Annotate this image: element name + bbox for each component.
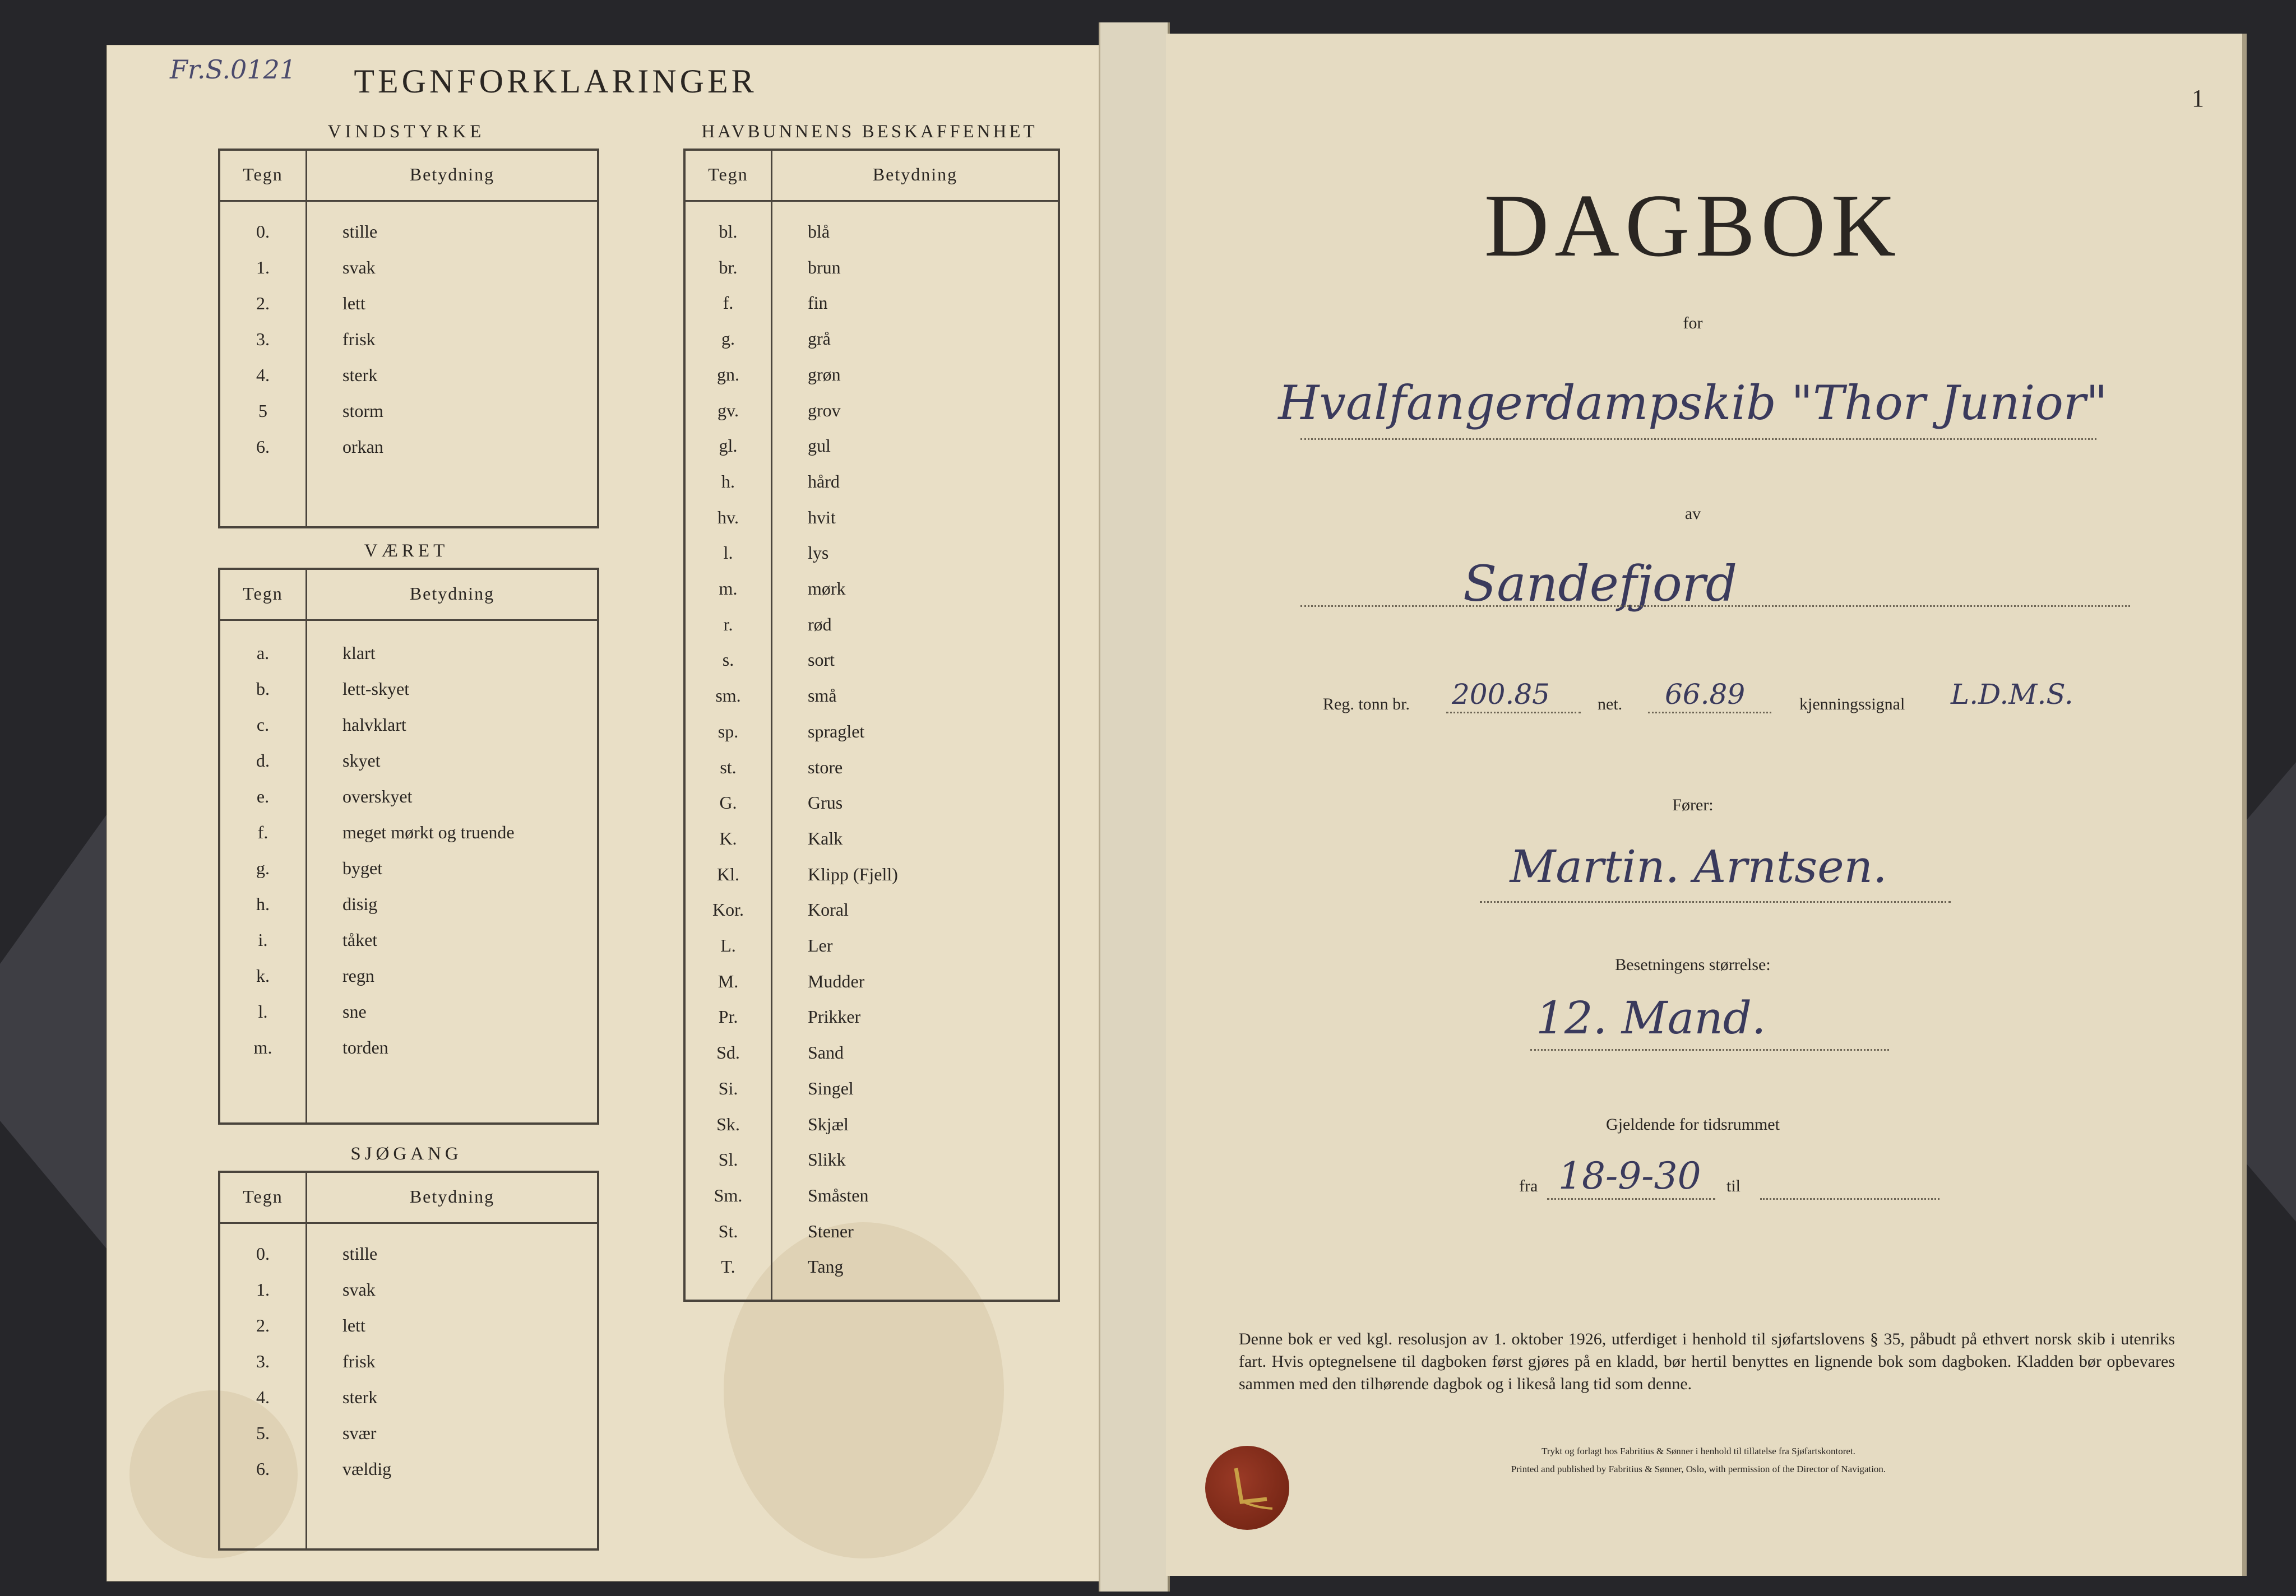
forer-name: Martin. Arntsen. [1510, 841, 1887, 893]
table-row [220, 437, 597, 472]
table-row [220, 1423, 597, 1459]
table-row [220, 329, 597, 365]
cell-betydning: hvit [808, 507, 836, 527]
table-header [220, 570, 597, 621]
dotted-line [1760, 1198, 1939, 1200]
table-row [686, 614, 1058, 650]
cell-betydning: brun [808, 257, 841, 277]
cell-betydning: Singel [808, 1078, 854, 1098]
header-betydning: Betydning [409, 1186, 495, 1207]
cell-tegn: 1. [256, 1279, 270, 1300]
table-row [220, 643, 597, 679]
cell-tegn: M. [718, 971, 739, 991]
cell-tegn: 3. [256, 329, 270, 349]
cell-betydning: Småsten [808, 1185, 869, 1205]
cell-betydning: sort [808, 649, 835, 670]
wax-seal [1205, 1446, 1289, 1530]
table-row [686, 1185, 1058, 1221]
table-sjogang [218, 1171, 599, 1551]
table-header [220, 151, 597, 202]
seal-cord-icon [1205, 1446, 1289, 1530]
table-row [220, 966, 597, 1001]
cell-tegn: m. [719, 578, 738, 598]
cell-tegn: 3. [256, 1351, 270, 1371]
label-fra: fra [1519, 1177, 1538, 1195]
cell-betydning: byget [342, 858, 383, 878]
table-row [686, 364, 1058, 400]
cell-betydning: Sand [808, 1042, 844, 1063]
table-row [686, 757, 1058, 793]
table-header [686, 151, 1058, 202]
table-row [220, 1387, 597, 1423]
background-shadow [0, 807, 112, 1255]
cell-betydning: Ler [808, 935, 833, 955]
header-tegn: Tegn [708, 164, 748, 184]
cell-tegn: e. [256, 786, 270, 806]
cell-betydning: orkan [342, 437, 383, 457]
cell-betydning: klart [342, 643, 376, 663]
label-besetning: Besetningens størrelse: [1615, 955, 1771, 974]
label-for: for [1683, 314, 1703, 332]
cell-betydning: sne [342, 1001, 367, 1022]
cell-tegn: f. [723, 293, 734, 313]
cell-tegn: br. [719, 257, 738, 277]
table-vaeret [218, 568, 599, 1125]
cell-tegn: s. [722, 649, 734, 670]
cell-betydning: halvklart [342, 715, 406, 735]
cell-tegn: 1. [256, 257, 270, 277]
cell-tegn: 4. [256, 1387, 270, 1407]
cell-betydning: rød [808, 614, 832, 634]
net-value: 66.89 [1665, 678, 1746, 711]
cell-tegn: K. [719, 828, 737, 848]
cell-betydning: Grus [808, 792, 843, 813]
table-row [686, 542, 1058, 578]
cell-betydning: svak [342, 1279, 376, 1300]
dotted-line [1530, 1049, 1889, 1051]
cell-betydning: fin [808, 293, 828, 313]
cell-tegn: 0. [256, 1244, 270, 1264]
label-forer: Fører: [1672, 796, 1714, 814]
table-row [686, 293, 1058, 328]
cell-tegn: bl. [719, 221, 738, 242]
cell-betydning: sterk [342, 365, 378, 385]
table-row [686, 971, 1058, 1007]
header-tegn: Tegn [243, 583, 283, 604]
label-signal: kjenningssignal [1799, 695, 1905, 713]
table-row [686, 828, 1058, 864]
table-row [686, 1114, 1058, 1150]
table-row [220, 293, 597, 329]
cell-betydning: grov [808, 400, 841, 420]
cell-betydning: gul [808, 435, 831, 456]
label-til: til [1726, 1177, 1741, 1195]
section-title-sjogang: SJØGANG [350, 1144, 462, 1164]
reg-tonn-value: 200.85 [1452, 678, 1550, 711]
label-gjeldende: Gjeldende for tidsrummet [1606, 1115, 1780, 1134]
header-betydning: Betydning [409, 164, 495, 184]
cell-betydning: Prikker [808, 1006, 861, 1027]
cell-betydning: meget mørkt og truende [342, 822, 515, 842]
table-row [220, 401, 597, 437]
signal-value: L.D.M.S. [1951, 678, 2073, 711]
table-row [686, 1221, 1058, 1257]
cell-betydning: skyet [342, 750, 381, 771]
cell-tegn: gv. [718, 400, 739, 420]
dotted-line [1480, 901, 1951, 903]
cell-tegn: 6. [256, 437, 270, 457]
cell-betydning: frisk [342, 329, 376, 349]
cell-tegn: L. [720, 935, 736, 955]
table-row [686, 1042, 1058, 1078]
table-row [686, 685, 1058, 721]
table-row [220, 822, 597, 858]
page-title: TEGNFORKLARINGER [354, 63, 757, 100]
table-row [220, 1279, 597, 1315]
book-spine [1099, 22, 1170, 1592]
cell-tegn: l. [723, 542, 733, 563]
table-row [686, 471, 1058, 507]
cell-tegn: g. [256, 858, 270, 878]
section-title-vaeret: VÆRET [364, 541, 449, 561]
book-title: DAGBOK [1484, 175, 1902, 275]
archive-ref: Fr.S.0121 [170, 54, 297, 85]
table-row [220, 786, 597, 822]
cell-betydning: mørk [808, 578, 846, 598]
label-net: net. [1598, 695, 1623, 713]
table-row [686, 435, 1058, 471]
cell-tegn: r. [723, 614, 733, 634]
cell-betydning: storm [342, 401, 383, 421]
cell-betydning: spraglet [808, 721, 865, 741]
table-vindstyrke [218, 149, 599, 528]
table-row [686, 899, 1058, 935]
cell-tegn: 5. [256, 1423, 270, 1443]
cell-tegn: sp. [718, 721, 739, 741]
table-row [220, 1001, 597, 1037]
cell-tegn: i. [258, 930, 268, 950]
cell-tegn: 5 [258, 401, 267, 421]
cell-tegn: 4. [256, 365, 270, 385]
table-row [686, 1078, 1058, 1114]
table-row [686, 935, 1058, 971]
cell-tegn: m. [253, 1037, 272, 1057]
table-row [220, 750, 597, 786]
cell-betydning: Kalk [808, 828, 843, 848]
dotted-line [1446, 712, 1581, 713]
cell-tegn: h. [721, 471, 735, 491]
cell-tegn: Si. [718, 1078, 738, 1098]
table-row [686, 649, 1058, 685]
cell-tegn: hv. [718, 507, 739, 527]
cell-betydning: disig [342, 894, 378, 914]
cell-betydning: overskyet [342, 786, 413, 806]
cell-tegn: st. [720, 757, 737, 777]
cell-tegn: St. [718, 1221, 738, 1241]
table-row [220, 679, 597, 715]
table-row [220, 1037, 597, 1073]
page-number: 1 [2192, 85, 2204, 112]
cell-tegn: g. [721, 328, 735, 349]
cell-tegn: Kor. [712, 899, 744, 920]
cell-tegn: a. [256, 643, 270, 663]
legal-notice: Denne bok er ved kgl. resolusjon av 1. oktober 1926, utferdiget i henhold til sjøfartslovens § 35, påbudt på ethvert norsk skib i utenriks fart. Hvis optegnelsene til dagboken først gjøres på en kladd, bør hertil benyttes en lignende bok som dagboken. Kladden bør opbevares sammen med den tilhørende dagbok og i likeså lang tid som denne. [1239, 1330, 2175, 1393]
cell-betydning: lett [342, 293, 365, 313]
cell-betydning: blå [808, 221, 830, 242]
table-row [220, 365, 597, 401]
table-row [686, 1006, 1058, 1042]
cell-betydning: svak [342, 257, 376, 277]
ship-name: Hvalfangerdampskib "Thor Junior" [1278, 375, 2108, 430]
cell-betydning: Koral [808, 899, 849, 920]
table-row [686, 328, 1058, 364]
table-row [220, 715, 597, 750]
cell-tegn: k. [256, 966, 270, 986]
fra-date: 18-9-30 [1558, 1154, 1701, 1198]
header-tegn: Tegn [243, 164, 283, 184]
dotted-line [1547, 1198, 1715, 1200]
cell-betydning: Mudder [808, 971, 865, 991]
cell-betydning: Tang [808, 1256, 844, 1277]
cell-betydning: sterk [342, 1387, 378, 1407]
table-header [220, 1173, 597, 1224]
table-row [686, 257, 1058, 293]
cell-betydning: Slikk [808, 1149, 846, 1170]
cell-tegn: gn. [717, 364, 739, 384]
table-row [220, 858, 597, 894]
table-row [220, 1351, 597, 1387]
cell-tegn: sm. [715, 685, 741, 706]
header-betydning: Betydning [409, 583, 495, 604]
cell-betydning: vældig [342, 1459, 392, 1479]
cell-tegn: d. [256, 750, 270, 771]
cell-tegn: Sm. [714, 1185, 743, 1205]
table-row [686, 864, 1058, 900]
right-page [1166, 34, 2247, 1576]
cell-tegn: G. [719, 792, 737, 813]
table-row [686, 1256, 1058, 1292]
cell-tegn: Kl. [717, 864, 739, 884]
table-row [220, 894, 597, 930]
section-title-vindstyrke: VINDSTYRKE [327, 122, 485, 142]
table-row [686, 1149, 1058, 1185]
cell-betydning: stille [342, 221, 378, 242]
label-av: av [1684, 504, 1701, 523]
cell-tegn: f. [257, 822, 269, 842]
cell-tegn: 0. [256, 221, 270, 242]
cell-betydning: grøn [808, 364, 841, 384]
besetning-value: 12. Mand. [1536, 992, 1766, 1044]
table-row [686, 507, 1058, 543]
cell-betydning: frisk [342, 1351, 376, 1371]
cell-betydning: lett [342, 1315, 365, 1335]
cell-tegn: h. [256, 894, 270, 914]
cell-tegn: l. [258, 1001, 268, 1022]
cell-tegn: c. [256, 715, 270, 735]
left-page [107, 45, 1103, 1581]
cell-betydning: store [808, 757, 843, 777]
section-title-havbunn: HAVBUNNENS BESKAFFENHET [701, 122, 1038, 142]
table-row [220, 930, 597, 966]
cell-tegn: Sl. [718, 1149, 738, 1170]
header-betydning: Betydning [872, 164, 958, 184]
printer-note-en: Printed and published by Fabritius & Sønner, Oslo, with permission of the Director of Navigation. [1511, 1464, 1886, 1474]
cell-tegn: 6. [256, 1459, 270, 1479]
cell-betydning: tåket [342, 930, 378, 950]
cell-betydning: lys [808, 542, 829, 563]
cell-betydning: svær [342, 1423, 377, 1443]
table-row [686, 721, 1058, 757]
dotted-line [1648, 712, 1771, 713]
cell-tegn: Pr. [718, 1006, 738, 1027]
cell-tegn: gl. [719, 435, 738, 456]
cell-betydning: torden [342, 1037, 388, 1057]
label-reg-tonn: Reg. tonn br. [1323, 695, 1410, 713]
table-row [220, 221, 597, 257]
cell-tegn: b. [256, 679, 270, 699]
cell-betydning: lett-skyet [342, 679, 410, 699]
dotted-line [1300, 605, 2130, 607]
home-port: Sandefjord [1463, 555, 1738, 613]
cell-betydning: Stener [808, 1221, 854, 1241]
table-havbunn [683, 149, 1060, 1302]
cell-betydning: Skjæl [808, 1114, 849, 1134]
cell-tegn: 2. [256, 1315, 270, 1335]
table-row [686, 400, 1058, 436]
cell-tegn: 2. [256, 293, 270, 313]
printer-note-no: Trykt og forlagt hos Fabritius & Sønner i henhold til tillatelse fra Sjøfartskontoret. [1542, 1446, 1855, 1456]
table-row [686, 221, 1058, 257]
cell-betydning: grå [808, 328, 831, 349]
cell-betydning: stille [342, 1244, 378, 1264]
header-tegn: Tegn [243, 1186, 283, 1207]
cell-betydning: små [808, 685, 837, 706]
cell-tegn: T. [721, 1256, 735, 1277]
cell-betydning: Klipp (Fjell) [808, 864, 898, 884]
cell-tegn: Sk. [716, 1114, 740, 1134]
table-row [220, 1244, 597, 1279]
table-row [220, 257, 597, 293]
table-row [686, 578, 1058, 614]
table-row [220, 1459, 597, 1495]
cell-betydning: regn [342, 966, 374, 986]
dotted-line [1300, 438, 2096, 440]
table-row [220, 1315, 597, 1351]
table-row [686, 792, 1058, 828]
cell-tegn: Sd. [716, 1042, 740, 1063]
cell-betydning: hård [808, 471, 840, 491]
